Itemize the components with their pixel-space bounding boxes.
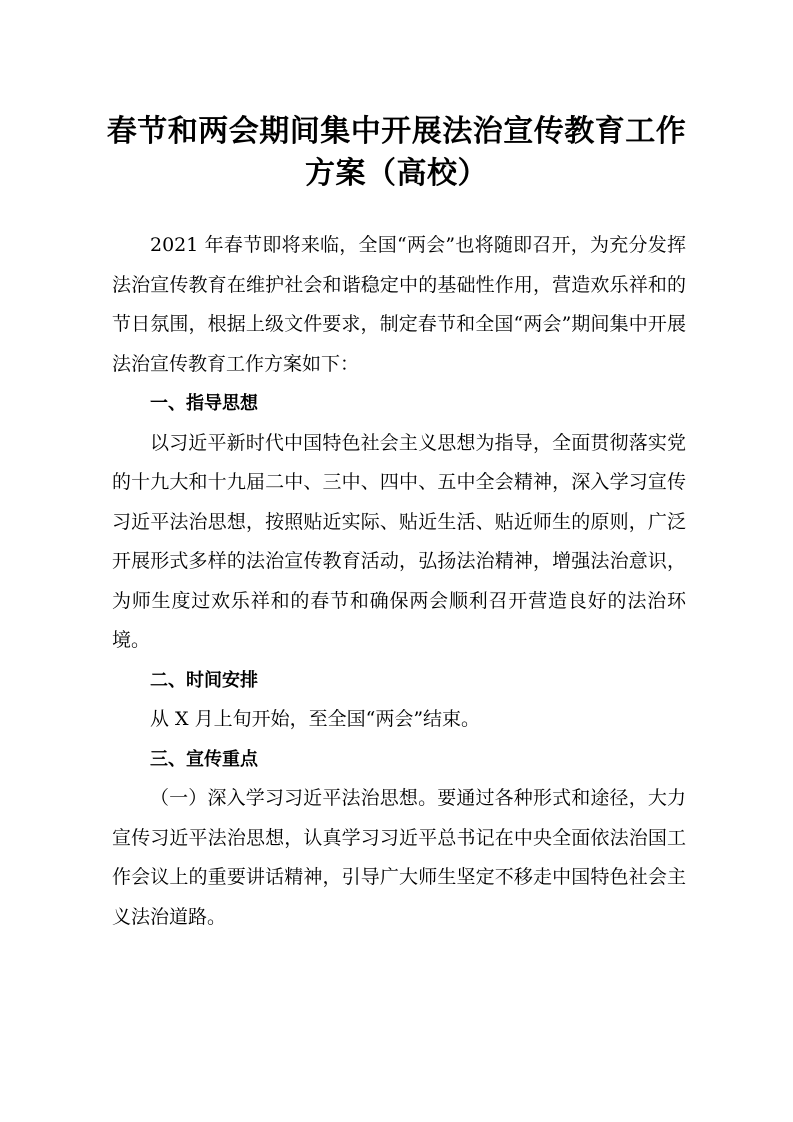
section-heading-key-points: 三、宣传重点	[150, 748, 258, 770]
guiding-thought-paragraph: 以习近平新时代中国特色社会主义思想为指导，全面贯彻落实党的十九大和十九届二中、三中、四中、五中全会精神，深入学习宣传习近平法治思想，按照贴近实际、贴近生活、贴近师生的原则，广泛开展形式多样的法治宣传教育活动，弘扬法治精神，增强法治意识，为师生度过欢乐祥和的春节和确保两会顺利召开营造良好的法治环境。	[112, 431, 686, 651]
document-title-line2: 方案（高校）	[305, 156, 488, 191]
document-title-line1: 春节和两会期间集中开展法治宣传教育工作	[106, 114, 687, 149]
document-body	[112, 226, 686, 937]
intro-paragraph: 2021 年春节即将来临，全国“两会”也将随即召开，为充分发挥法治宣传教育在维护社会和谐稳定中的基础性作用，营造欢乐祥和的节日氛围，根据上级文件要求，制定春节和全国“两会”期间集中开展法治宣传教育工作方案如下：	[112, 234, 686, 375]
section-heading-guiding-thought: 一、指导思想	[150, 393, 258, 414]
schedule-paragraph: 从 X 月上旬开始，至全国“两会”结束。	[150, 708, 481, 730]
section-heading-schedule: 二、时间安排	[150, 669, 258, 691]
key-point-item-1: （一）深入学习习近平法治思想。要通过各种形式和途径，大力宣传习近平法治思想，认真学习习近平总书记在中央全面依法治国工作会议上的重要讲话精神，引导广大师生坚定不移走中国特色社会主义法治道路。	[112, 787, 686, 928]
